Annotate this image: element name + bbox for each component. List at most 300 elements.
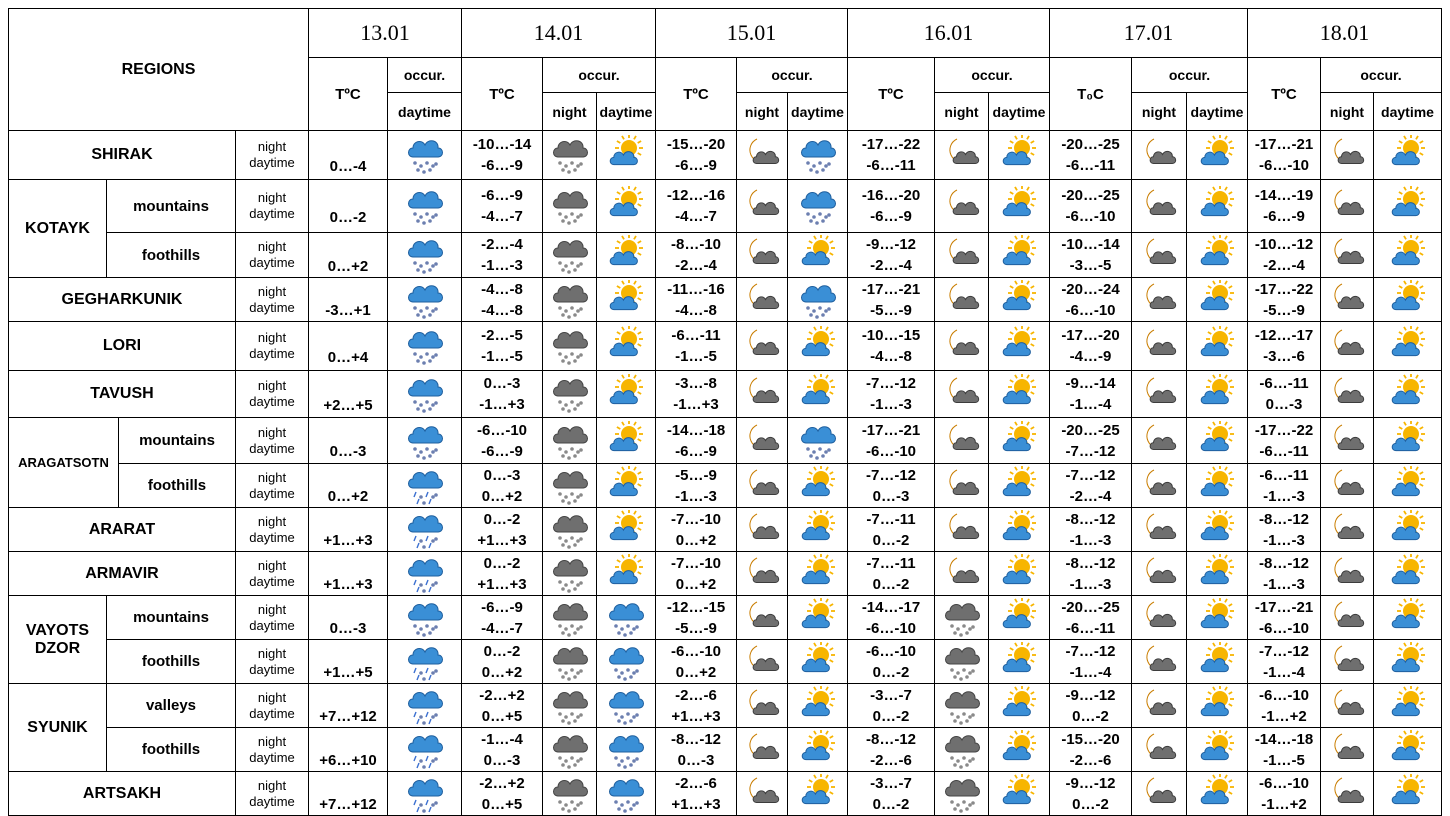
sun-cloud-icon [1198,774,1236,814]
daytime-temp: 0…-2 [872,531,910,549]
moon-cloud-icon [1328,235,1366,275]
daytime-icon-cell [1187,233,1248,278]
daytime-icon-cell [597,233,656,278]
daytime-temp: -1…-3 [1069,575,1112,593]
table-row [9,596,1442,640]
temp-cell [1248,278,1321,322]
moon-cloud-icon [1140,642,1178,682]
daytime-temp: 0…-3 [1265,396,1303,413]
night-icon-cell [935,371,989,418]
night-icon-cell [737,596,788,640]
night-snow-icon [943,642,981,682]
daytime-icon-cell [1187,131,1248,180]
temp-header-2: TºC [462,58,543,131]
night-snow-icon [551,235,589,275]
night-temp: -20…-25 [1061,187,1120,204]
sun-cloud-icon [1389,280,1427,320]
moon-cloud-icon [943,280,981,320]
night-temp: 0…-2 [483,642,521,660]
moon-cloud-icon [743,554,781,594]
daytime-icon-cell [597,371,656,418]
temp-cell [848,640,935,684]
temp-cell [656,371,737,418]
temp-cell [462,772,543,816]
sun-cloud-icon [1000,554,1038,594]
daytime-icon-cell [597,596,656,640]
sun-cloud-icon [1389,730,1427,770]
daytime-temp: -6…-9 [870,208,912,225]
night-snow-icon [943,686,981,726]
night-temp: -6…-11 [1259,466,1309,484]
night-header-5: night [1132,93,1187,131]
period-daytime: daytime [249,346,295,361]
sun-cloud-icon [1000,280,1038,320]
period-labels [236,552,309,596]
night-icon-cell [1132,233,1187,278]
daytime-temp: -6…-10 [1258,157,1310,174]
temp-header-1: TºC [309,58,388,131]
temp-cell [462,728,543,772]
temp-13-01 [309,596,388,640]
sun-cloud-icon [1389,135,1427,175]
daytime-icon-cell [1187,371,1248,418]
daytime-icon-cell [597,772,656,816]
sun-cloud-icon [1000,235,1038,275]
moon-cloud-icon [743,510,781,550]
period-daytime: daytime [249,529,295,545]
daytime-temp: +1…+3 [671,795,721,813]
temp-cell [848,508,935,552]
temp-cell [848,233,935,278]
moon-cloud-icon [1328,554,1366,594]
temp-cell [656,131,737,180]
daytime-icon-cell [1187,508,1248,552]
daytime-temp: 0…-2 [1072,795,1109,813]
date-header-3: 15.01 [656,9,848,58]
sun-cloud-icon [1198,374,1236,414]
daytime-icon-cell [788,772,848,816]
night-temp: -7…-12 [865,375,917,392]
night-temp: -20…-25 [1061,136,1120,153]
daytime-temp: +7…+12 [319,708,377,725]
night-temp: -12…-16 [666,187,726,204]
night-temp: -7…-10 [670,510,722,528]
moon-cloud-icon [743,466,781,506]
moon-cloud-icon [1140,135,1178,175]
daytime-icon-cell [597,418,656,464]
period-night: night [257,283,287,299]
daytime-header-6: daytime [1374,93,1442,131]
sun-cloud-icon [1389,774,1427,814]
daytime-temp: -1…-5 [481,348,523,365]
night-icon-cell [737,640,788,684]
temp-cell [848,464,935,508]
temp-cell [1248,772,1321,816]
moon-cloud-icon [743,235,781,275]
temp-cell [1248,371,1321,418]
temp-13-01 [309,371,388,418]
period-labels [236,728,309,772]
date-header-2: 14.01 [462,9,656,58]
daytime-temp: -4…-7 [481,208,523,225]
daytime-icon-cell [388,371,462,418]
night-icon-cell [1321,278,1374,322]
period-daytime: daytime [249,440,295,456]
table-row [9,371,1442,418]
night-temp: -14…-19 [1254,187,1314,204]
sun-cloud-icon [1198,686,1236,726]
temp-cell [848,772,935,816]
daytime-icon-cell [989,278,1050,322]
daytime-icon-cell [788,233,848,278]
daytime-temp: 0…+4 [327,348,369,366]
night-icon-cell [935,278,989,322]
daytime-icon-cell [989,596,1050,640]
sun-cloud-icon [1198,326,1236,366]
period-night: night [257,557,287,573]
table-row [9,508,1442,552]
sun-cloud-icon [607,510,645,550]
night-temp: -20…-25 [1061,421,1120,439]
temp-cell [462,552,543,596]
sun-cloud-icon [1000,598,1038,638]
night-temp: -10…-14 [1061,236,1120,253]
daytime-temp: -7…-12 [1065,442,1116,460]
temp-13-01 [309,552,388,596]
night-header-2: night [543,93,597,131]
daytime-temp: 0…-3 [483,751,521,769]
night-icon-cell [935,322,989,371]
night-snow-icon [551,135,589,175]
sun-cloud-icon [1000,421,1038,461]
moon-cloud-icon [1140,510,1178,550]
night-icon-cell [935,640,989,684]
night-icon-cell [1132,772,1187,816]
night-temp: -12…-15 [666,598,726,616]
daytime-icon-cell [388,684,462,728]
night-icon-cell [737,418,788,464]
night-icon-cell [1321,684,1374,728]
night-temp: -8…-12 [670,730,722,748]
daytime-icon-cell [1187,728,1248,772]
sun-cloud-icon [799,686,837,726]
table-row [9,728,1442,772]
table-row [9,640,1442,684]
night-temp: -17…-21 [861,421,921,439]
night-temp: -17…-20 [1061,327,1120,344]
region-name: GEGHARKUNIK [9,278,236,322]
cloud-snow-icon [607,730,645,770]
daytime-temp: -1…-3 [1069,531,1112,549]
night-temp: -14…-18 [1254,730,1314,748]
daytime-icon-cell [1187,180,1248,233]
daytime-temp: -4…-7 [481,619,523,637]
temp-cell [462,131,543,180]
night-temp: -17…-22 [861,136,921,153]
night-icon-cell [737,508,788,552]
daytime-icon-cell [989,371,1050,418]
night-icon-cell [737,278,788,322]
period-night: night [257,190,287,205]
night-temp: -6…-11 [671,327,721,344]
temp-cell [1050,371,1132,418]
date-header-1: 13.01 [309,9,462,58]
sun-cloud-icon [1389,686,1427,726]
moon-cloud-icon [743,598,781,638]
daytime-temp: +1…+3 [477,531,527,549]
temp-cell [462,233,543,278]
night-icon-cell [935,508,989,552]
night-temp: -3…-7 [870,774,912,792]
daytime-temp: 0…-2 [872,795,910,813]
daytime-icon-cell [788,596,848,640]
daytime-temp: -4…-8 [481,301,523,319]
daytime-temp: +1…+3 [323,576,373,593]
daytime-temp: -5…-9 [1263,301,1305,319]
sun-cloud-icon [799,466,837,506]
sun-cloud-icon [1198,642,1236,682]
subregion-name: foothills [119,464,236,508]
daytime-temp: 0…-2 [872,707,910,725]
temp-cell [1050,684,1132,728]
temp-cell [1248,418,1321,464]
daytime-icon-cell [1187,596,1248,640]
period-labels [236,180,309,233]
moon-cloud-icon [943,235,981,275]
temp-cell [1050,278,1132,322]
temp-cell [848,278,935,322]
daytime-icon-cell [1374,278,1442,322]
daytime-icon-cell [388,418,462,464]
sun-cloud-icon [1389,326,1427,366]
sun-cloud-icon [1198,280,1236,320]
daytime-icon-cell [1187,552,1248,596]
date-header-5: 17.01 [1050,9,1248,58]
daytime-temp: -3…+1 [325,302,371,319]
night-temp: -6…-10 [670,642,722,660]
period-labels [236,772,309,816]
sun-cloud-icon [1000,135,1038,175]
daytime-temp: 0…-2 [1072,707,1109,725]
night-icon-cell [543,233,597,278]
period-night: night [257,645,287,661]
moon-cloud-icon [743,280,781,320]
sun-cloud-icon [607,554,645,594]
night-icon-cell [1132,131,1187,180]
period-daytime: daytime [249,573,295,589]
moon-cloud-icon [743,326,781,366]
moon-cloud-icon [1140,326,1178,366]
night-temp: -17…-22 [1254,280,1314,298]
night-temp: -10…-14 [472,136,532,153]
moon-cloud-icon [1140,374,1178,414]
night-temp: -8…-12 [1065,554,1116,572]
daytime-icon-cell [388,772,462,816]
daytime-icon-cell [989,418,1050,464]
night-snow-icon [551,421,589,461]
night-snow-icon [551,326,589,366]
moon-cloud-icon [1328,642,1366,682]
night-temp: -15…-20 [1061,730,1120,748]
temp-cell [656,596,737,640]
cloud-snow-icon [406,135,444,175]
night-temp: -17…-21 [861,280,921,298]
temp-cell [462,418,543,464]
occur-header-5: occur. [1132,58,1248,93]
night-temp: -2…-6 [675,774,717,792]
temp-cell [656,728,737,772]
night-temp: -20…-24 [1061,280,1120,298]
night-icon-cell [1132,728,1187,772]
night-temp: -6…-10 [1258,686,1310,704]
daytime-temp: -2…-6 [1069,751,1112,769]
night-temp: -7…-12 [865,466,917,484]
sun-cloud-icon [1198,554,1236,594]
period-labels [236,596,309,640]
daytime-temp: -3…-5 [1069,257,1112,274]
daytime-temp: 0…+2 [327,257,369,275]
temp-cell [1050,508,1132,552]
region-name: VAYOTS DZOR [9,596,107,684]
daytime-icon-cell [1187,640,1248,684]
night-snow-icon [551,598,589,638]
night-icon-cell [737,233,788,278]
daytime-header-4: daytime [989,93,1050,131]
night-temp: -1…-4 [481,730,523,748]
daytime-icon-cell [388,596,462,640]
daytime-icon-cell [1187,684,1248,728]
cloud-snow-icon [799,421,837,461]
table-row [9,464,1442,508]
daytime-icon-cell [597,552,656,596]
night-temp: -14…-18 [666,421,726,439]
daytime-temp: -1…+3 [673,396,719,413]
night-temp: -8…-12 [865,730,917,748]
temp-cell [848,552,935,596]
sun-cloud-icon [607,326,645,366]
night-temp: -7…-12 [1258,642,1310,660]
daytime-temp: -6…-9 [675,157,717,174]
sun-cloud-icon [799,774,837,814]
night-temp: -6…-11 [1259,375,1309,392]
daytime-temp: -1…+2 [1261,707,1307,725]
daytime-temp: -1…-4 [1069,396,1112,413]
night-icon-cell [1132,596,1187,640]
sun-cloud-icon [1000,374,1038,414]
sun-cloud-icon [1198,186,1236,226]
night-icon-cell [543,371,597,418]
daytime-temp: +1…+5 [323,664,373,681]
temp-cell [1248,728,1321,772]
night-icon-cell [737,180,788,233]
night-temp: -8…-12 [1065,510,1116,528]
sun-cloud-icon [1000,730,1038,770]
night-temp: -15…-20 [666,136,726,153]
night-temp: -7…-10 [670,554,722,572]
date-header-6: 18.01 [1248,9,1442,58]
night-snow-icon [551,730,589,770]
sun-cloud-icon [1198,135,1236,175]
night-icon-cell [1321,508,1374,552]
temp-cell [1050,552,1132,596]
moon-cloud-icon [1328,466,1366,506]
daytime-icon-cell [788,728,848,772]
temp-13-01 [309,278,388,322]
night-temp: -9…-12 [1065,774,1116,792]
night-icon-cell [543,322,597,371]
region-name: LORI [9,322,236,371]
sun-cloud-icon [607,421,645,461]
night-icon-cell [1321,322,1374,371]
daytime-temp: -5…-9 [870,301,912,319]
temp-cell [462,640,543,684]
night-snow-icon [551,642,589,682]
region-name: KOTAYK [9,180,107,278]
night-temp: -14…-17 [861,598,921,616]
daytime-icon-cell [1374,233,1442,278]
night-icon-cell [737,371,788,418]
night-icon-cell [935,552,989,596]
temp-cell [656,772,737,816]
period-night: night [257,777,287,793]
sun-cloud-icon [799,598,837,638]
temp-13-01 [309,640,388,684]
night-icon-cell [543,278,597,322]
temp-13-01 [309,728,388,772]
temp-cell [1050,322,1132,371]
table-row [9,322,1442,371]
daytime-icon-cell [388,131,462,180]
temp-cell [1050,728,1132,772]
daytime-icon-cell [1374,508,1442,552]
temp-cell [1050,772,1132,816]
temp-cell [656,552,737,596]
temp-cell [462,322,543,371]
daytime-temp: +6…+10 [319,752,377,769]
night-temp: -9…-12 [1065,686,1116,704]
daytime-icon-cell [1187,772,1248,816]
daytime-temp: -1…-5 [675,348,717,365]
period-labels [236,233,309,278]
night-temp: -17…-22 [1254,421,1314,439]
moon-cloud-icon [1140,774,1178,814]
daytime-temp: 0…-4 [329,157,367,175]
cloud-rain-snow-icon [406,730,444,770]
sun-cloud-icon [799,642,837,682]
night-icon-cell [935,464,989,508]
daytime-icon-cell [597,131,656,180]
night-icon-cell [543,728,597,772]
moon-cloud-icon [743,774,781,814]
period-labels [236,322,309,371]
night-snow-icon [551,774,589,814]
temp-cell [848,596,935,640]
daytime-icon-cell [989,508,1050,552]
daytime-icon-cell [1374,596,1442,640]
sun-cloud-icon [1000,466,1038,506]
daytime-icon-cell [788,278,848,322]
sun-cloud-icon [1389,466,1427,506]
moon-cloud-icon [1140,466,1178,506]
temp-header-4: TºC [848,58,935,131]
daytime-temp: 0…-3 [329,620,367,637]
moon-cloud-icon [1140,186,1178,226]
daytime-icon-cell [989,322,1050,371]
daytime-temp: -6…-10 [1065,301,1116,319]
sun-cloud-icon [607,135,645,175]
night-icon-cell [935,180,989,233]
temp-header-3: TºC [656,58,737,131]
